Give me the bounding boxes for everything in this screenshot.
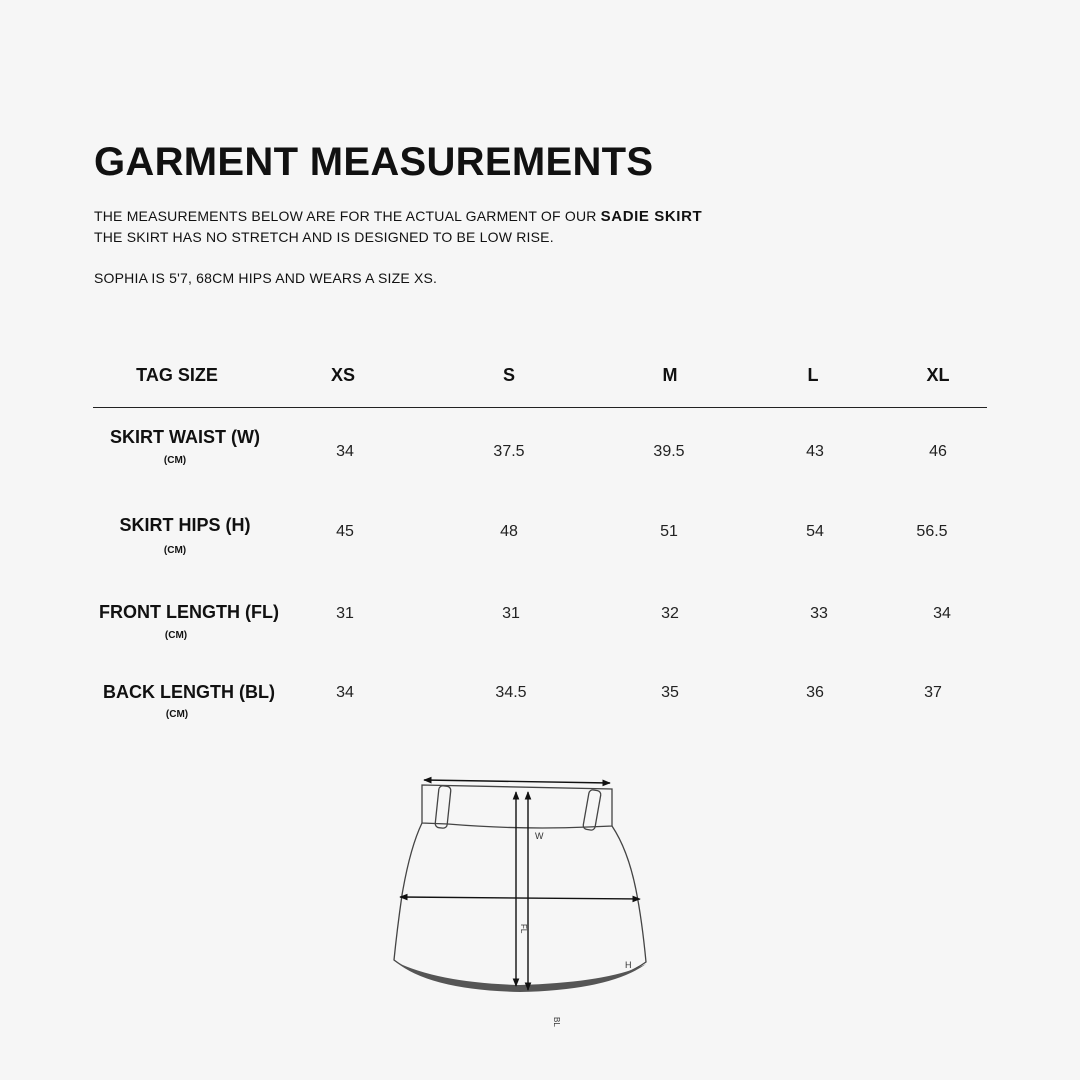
skirt-diagram [380,765,660,1045]
table-cell: 34 [336,443,354,460]
tag-size-header: TAG SIZE [136,365,218,385]
intro-line-2: THE SKIRT HAS NO STRETCH AND IS DESIGNED TO BE LOW RISE. [94,229,554,245]
header-divider [93,407,987,408]
table-cell: 46 [929,443,947,460]
skirt-outline [394,785,646,990]
table-cell: 31 [502,605,520,622]
row-label-waist: SKIRT WAIST (W) [110,427,260,447]
size-header-xl: XL [926,365,950,385]
size-header-m: M [662,365,678,385]
table-cell: 56.5 [916,523,948,540]
row-label-front-length: FRONT LENGTH (FL) [99,602,279,622]
intro-prefix: THE MEASUREMENTS BELOW ARE FOR THE ACTUAL GARMENT OF OUR [94,208,597,224]
table-cell: 31 [336,605,354,622]
size-header-xs: XS [330,365,356,385]
hips-arrow [400,897,640,899]
table-cell: 34 [933,605,951,622]
row-label-back-length: BACK LENGTH (BL) [103,682,275,702]
table-cell: 37 [924,684,942,701]
waist-arrow [424,780,610,783]
table-cell: 48 [500,523,518,540]
row-unit-waist: (CM) [163,455,187,466]
size-header-s: S [502,365,516,385]
table-cell: 45 [336,523,354,540]
table-cell: 51 [660,523,678,540]
size-header-l: L [807,365,819,385]
row-unit-front-length: (CM) [164,630,188,641]
waist-label: W [535,831,544,841]
row-unit-back-length: (CM) [165,709,189,720]
table-cell: 36 [806,684,824,701]
product-name: SADIE SKIRT [600,208,703,225]
table-cell: 32 [661,605,679,622]
page-title: GARMENT MEASUREMENTS [94,140,654,184]
front-length-label: FL [519,924,528,934]
row-unit-hips: (CM) [163,545,187,556]
row-label-hips: SKIRT HIPS (H) [119,515,251,535]
model-fit-note: SOPHIA IS 5'7, 68CM HIPS AND WEARS A SIZE XS. [94,270,438,286]
table-cell: 37.5 [493,443,525,460]
table-cell: 34.5 [495,684,527,701]
table-cell: 34 [336,684,354,701]
table-cell: 54 [806,523,824,540]
back-length-label: BL [552,1017,561,1027]
hem-shadow [396,962,646,992]
table-cell: 43 [806,443,824,460]
hips-label: H [625,960,632,970]
table-cell: 39.5 [653,443,685,460]
table-cell: 33 [810,605,828,622]
table-cell: 35 [661,684,679,701]
